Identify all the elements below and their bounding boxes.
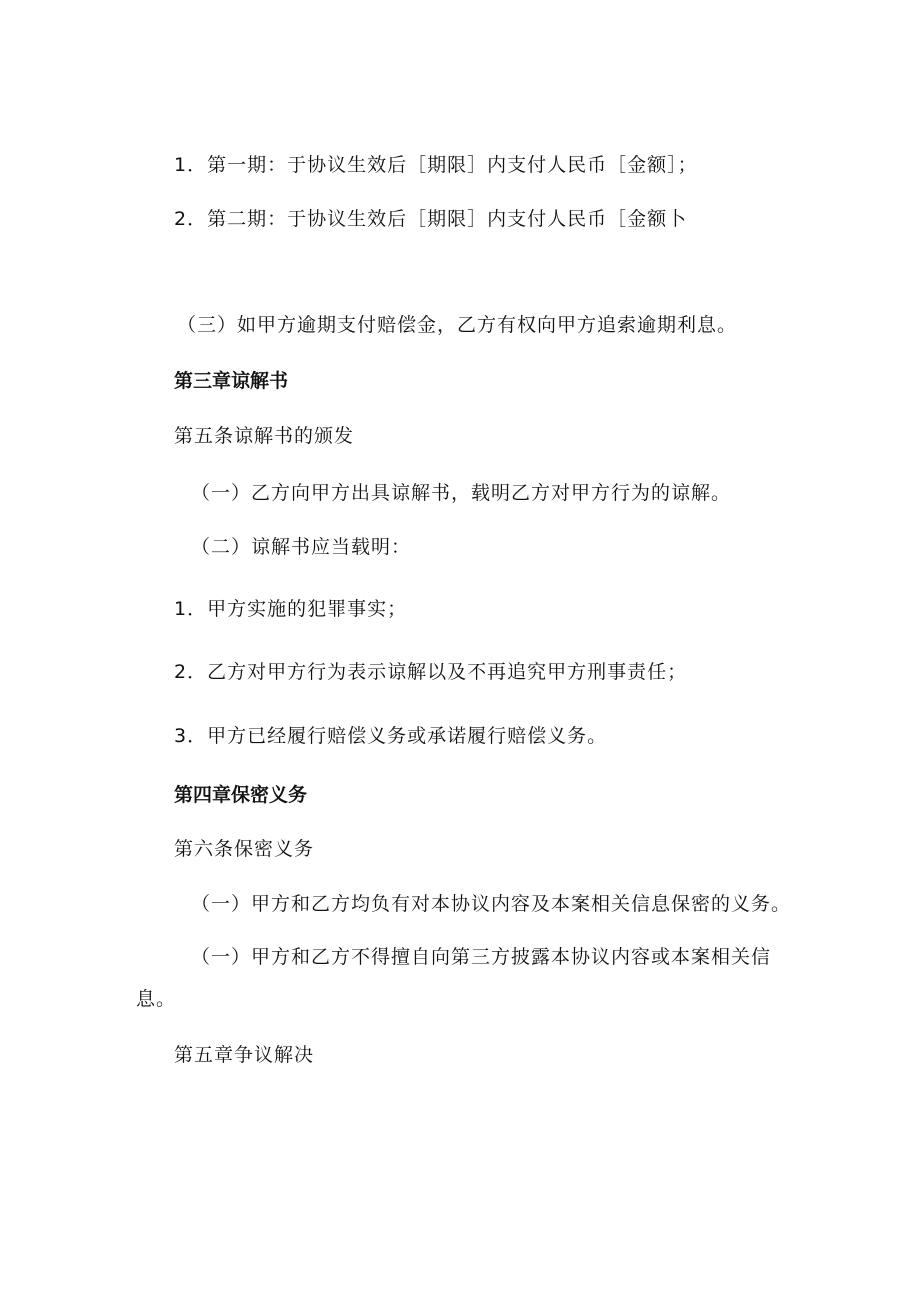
payment-installment-2: 2．第二期：于协议生效后［期限］内支付人民币［金额卜 — [174, 208, 688, 230]
letter-content-item-3: 3．甲方已经履行赔偿义务或承诺履行赔偿义务。 — [174, 725, 608, 747]
article-heading-5: 第五条谅解书的颁发 — [174, 425, 355, 447]
article-6-clause-2: （一）甲方和乙方不得擅自向第三方披露本协议内容或本案相关信 — [191, 946, 772, 968]
article-6-clause-2-continuation: 息。 — [136, 988, 177, 1010]
overdue-interest-clause: （三）如甲方逾期支付赔偿金，乙方有权向甲方追索逾期利息。 — [177, 314, 738, 336]
article-heading-6: 第六条保密义务 — [174, 838, 315, 860]
article-6-clause-1: （一）甲方和乙方均负有对本协议内容及本案相关信息保密的义务。 — [191, 893, 792, 915]
chapter-heading-5: 第五章争议解决 — [174, 1044, 315, 1066]
article-5-clause-1: （一）乙方向甲方出具谅解书，载明乙方对甲方行为的谅解。 — [191, 482, 732, 504]
chapter-heading-3: 第三章谅解书 — [174, 370, 289, 392]
payment-installment-1: 1．第一期：于协议生效后［期限］内支付人民币［金额］； — [174, 154, 698, 176]
chapter-heading-4: 第四章保密义务 — [174, 784, 308, 806]
article-5-clause-2: （二）谅解书应当载明： — [191, 536, 412, 558]
letter-content-item-1: 1．甲方实施的犯罪事实； — [174, 598, 408, 620]
letter-content-item-2: 2．乙方对甲方行为表示谅解以及不再追究甲方刑事责任； — [174, 661, 688, 683]
